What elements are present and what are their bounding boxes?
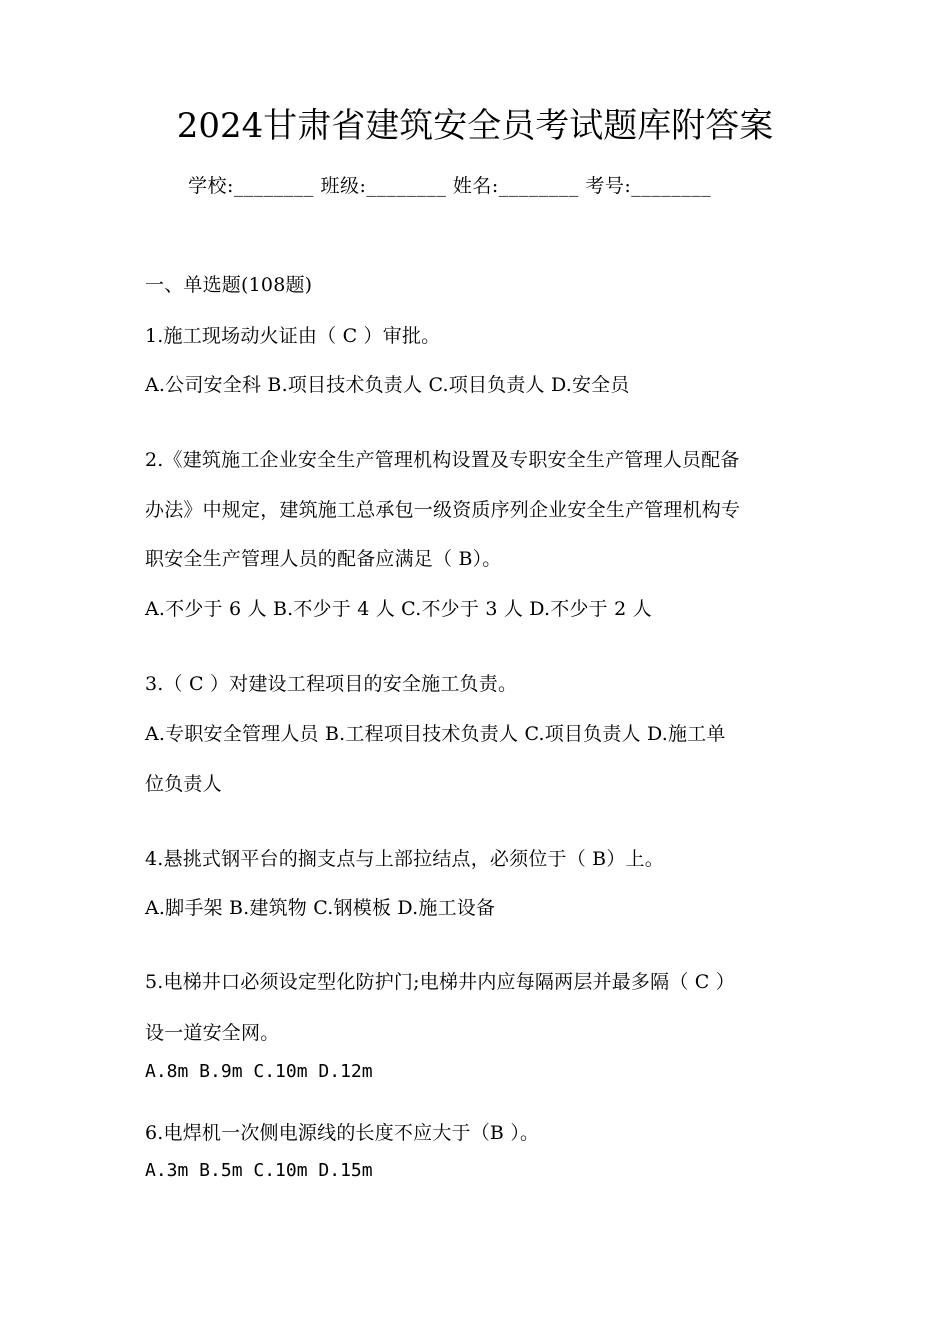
question-4-options: A.脚手架 B.建筑物 C.钢模板 D.施工设备 — [145, 897, 496, 919]
question-5-stem-line-1: 5.电梯井口必须设定型化防护门;电梯井内应每隔两层并最多隔（ C ） — [145, 971, 735, 993]
question-5-stem-line-2: 设一道安全网。 — [145, 1022, 280, 1044]
question-2-options: A.不少于 6 人 B.不少于 4 人 C.不少于 3 人 D.不少于 2 人 — [145, 598, 652, 620]
page-title: 2024甘肃省建筑安全员考试题库附答案 — [176, 106, 774, 146]
question-4-stem: 4.悬挑式钢平台的搁支点与上部拉结点，必须位于（ B）上。 — [145, 848, 664, 870]
question-3-options-line-1: A.专职安全管理人员 B.工程项目技术负责人 C.项目负责人 D.施工单 — [145, 723, 726, 745]
section-heading: 一、单选题(108题) — [145, 274, 313, 296]
question-6-stem: 6.电焊机一次侧电源线的长度不应大于（B ）。 — [145, 1122, 540, 1144]
question-1-options: A.公司安全科 B.项目技术负责人 C.项目负责人 D.安全员 — [145, 374, 630, 396]
question-2-stem-line-2: 办法》中规定，建筑施工总承包一级资质序列企业安全生产管理机构专 — [145, 499, 741, 521]
question-5-options: A.8m B.9m C.10m D.12m — [145, 1061, 373, 1082]
student-info-line: 学校:________ 班级:________ 姓名:________ 考号:________ — [188, 175, 712, 197]
question-6-options: A.3m B.5m C.10m D.15m — [145, 1160, 373, 1181]
question-1-stem: 1.施工现场动火证由（ C ）审批。 — [145, 325, 441, 347]
question-2-stem-line-1: 2.《建筑施工企业安全生产管理机构设置及专职安全生产管理人员配备 — [145, 449, 740, 471]
question-3-options-line-2: 位负责人 — [145, 773, 222, 795]
question-3-stem: 3.（ C ）对建设工程项目的安全施工负责。 — [145, 673, 518, 695]
question-2-stem-line-3: 职安全生产管理人员的配备应满足（ B）。 — [145, 548, 502, 570]
